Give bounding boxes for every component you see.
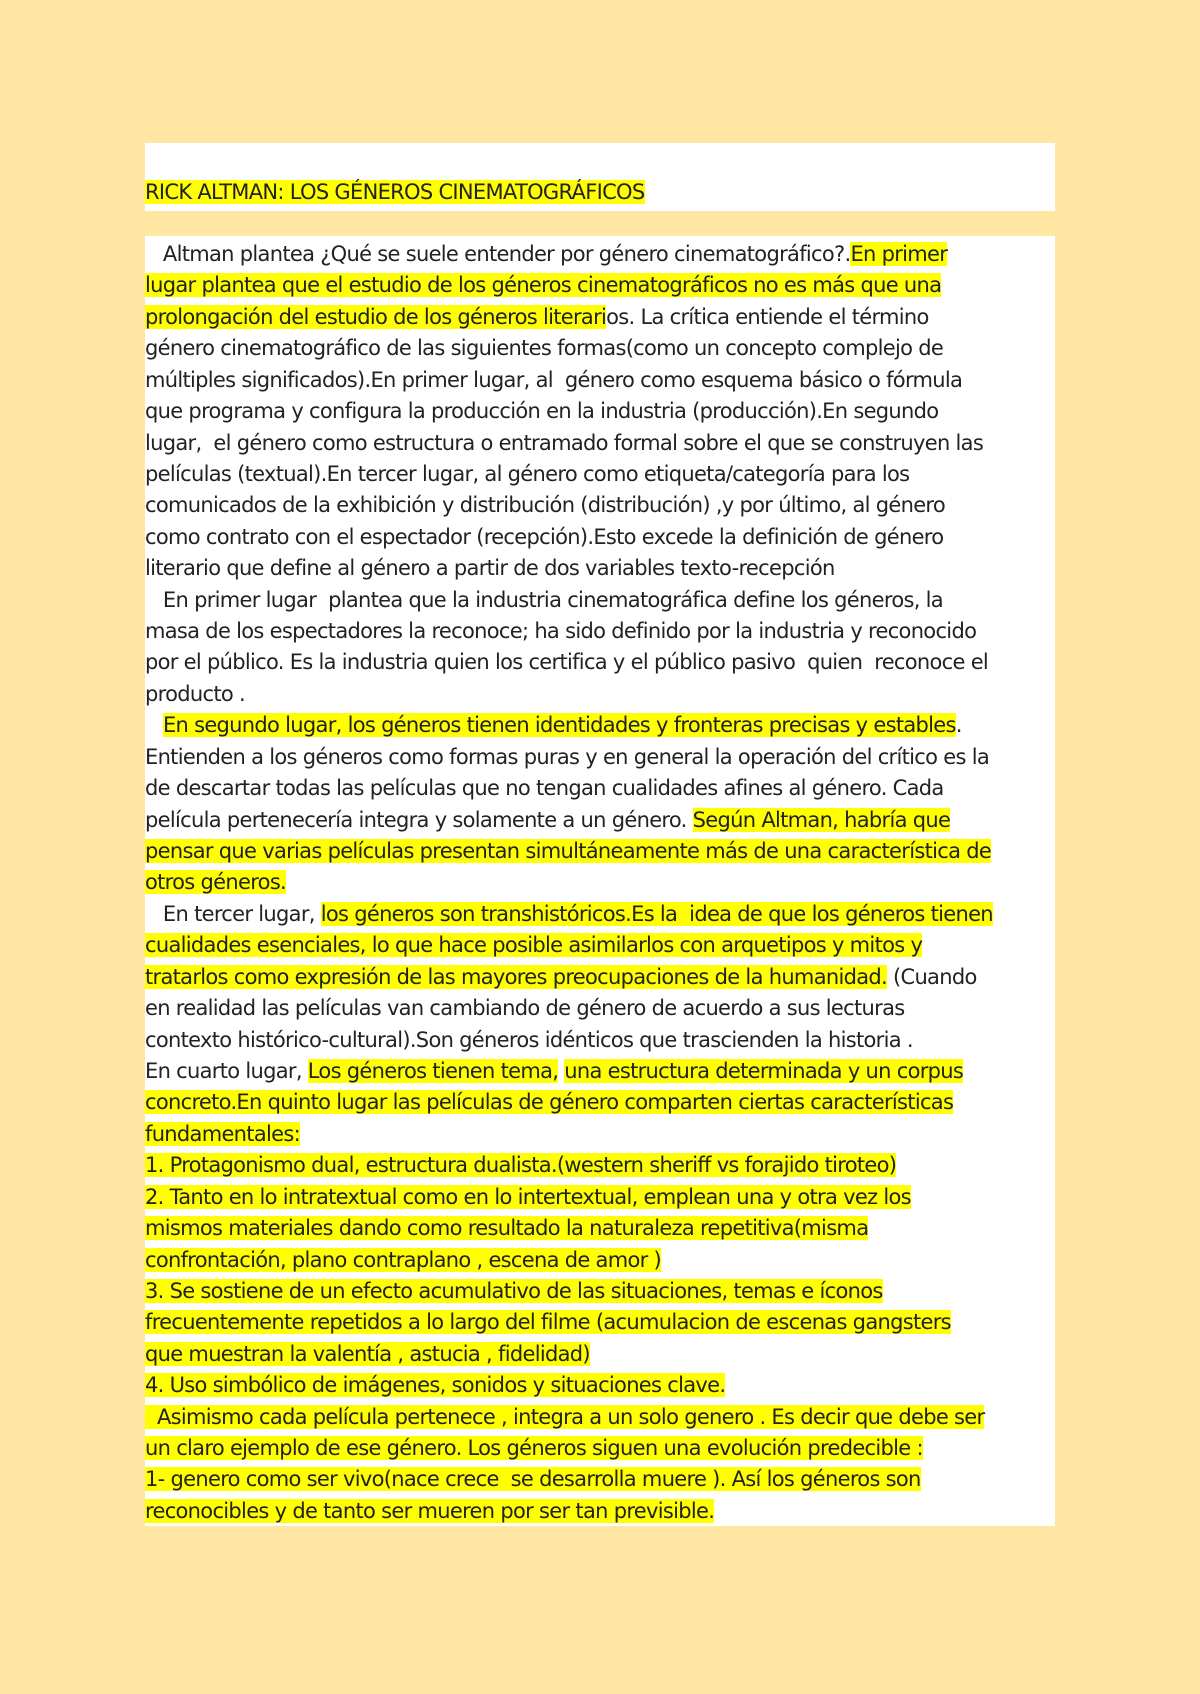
highlighted-text: 3. Se sostiene de un efecto acumulativo de las situaciones, temas e íconos <box>145 1278 883 1303</box>
highlighted-text: otros géneros. <box>145 870 287 895</box>
text-line <box>145 522 1055 553</box>
text-line <box>145 930 1055 961</box>
text-line <box>145 396 1055 427</box>
highlighted-text: pensar que varias películas presentan simultáneamente más de una característica de <box>145 839 992 864</box>
text-line <box>145 490 1055 521</box>
body-text-block <box>145 236 1055 1526</box>
highlighted-text: un claro ejemplo de ese género. Los géneros siguen una evolución predecible : <box>145 1436 923 1461</box>
text-line <box>145 742 1055 773</box>
text-line <box>145 333 1055 364</box>
text-line <box>145 270 1055 301</box>
highlighted-text: Los géneros tienen tema, <box>307 1058 559 1083</box>
text-line <box>145 553 1055 584</box>
text-segment: comunicados de la exhibición y distribución (distribución) ,y por último, al género <box>145 493 946 518</box>
text-segment: os. La crítica entiende el término <box>606 304 929 329</box>
text-line <box>145 962 1055 993</box>
text-line <box>145 616 1055 647</box>
text-line <box>145 585 1055 616</box>
text-line <box>145 428 1055 459</box>
highlighted-text: una estructura determinada y un corpus <box>564 1058 964 1083</box>
text-line <box>145 1182 1055 1213</box>
text-segment: lugar, el género como estructura o entramado formal sobre el que se construyen las <box>145 430 984 455</box>
text-line <box>145 1307 1055 1338</box>
text-line <box>145 773 1055 804</box>
highlighted-text: prolongación del estudio de los géneros literari <box>145 304 607 329</box>
highlighted-text: 2. Tanto en lo intratextual como en lo intertextual, emplean una y otra vez los <box>145 1184 911 1209</box>
text-line <box>145 993 1055 1024</box>
text-line <box>145 805 1055 836</box>
text-line <box>145 1213 1055 1244</box>
text-segment: producto . <box>145 681 245 706</box>
text-line <box>145 679 1055 710</box>
highlighted-text: fundamentales: <box>145 1121 300 1146</box>
highlighted-text: frecuentemente repetidos a lo largo del filme (acumulacion de escenas gangsters <box>145 1310 951 1335</box>
text-line <box>145 647 1055 678</box>
text-segment: . <box>955 713 962 738</box>
text-line <box>145 365 1055 396</box>
text-segment: por el público. Es la industria quien los certifica y el público pasivo quien reconoce el <box>145 650 989 675</box>
text-segment: literario que define al género a partir de dos variables texto-recepción <box>145 556 835 581</box>
text-line <box>145 1025 1055 1056</box>
highlighted-text: lugar plantea que el estudio de los géneros cinematográficos no es más que una <box>145 273 942 298</box>
text-segment: contexto histórico-cultural).Son géneros idénticos que trascienden la historia . <box>145 1027 913 1052</box>
highlighted-text: cualidades esenciales, lo que hace posible asimilarlos con arquetipos y mitos y <box>145 933 923 958</box>
text-segment: En primer lugar plantea que la industria cinematográfica define los géneros, la <box>145 587 943 612</box>
highlighted-text: Según Altman, habría que <box>692 807 951 832</box>
highlighted-text: los géneros son transhistóricos.Es la idea de que los géneros tienen <box>320 901 993 926</box>
text-line <box>145 302 1055 333</box>
text-segment: género cinematográfico de las siguientes formas(como un concepto complejo de <box>145 336 944 361</box>
text-segment <box>145 713 163 737</box>
paragraph-lines <box>145 239 1055 1527</box>
text-line <box>145 867 1055 898</box>
text-line <box>145 1339 1055 1370</box>
highlighted-text: 4. Uso simbólico de imágenes, sonidos y situaciones clave. <box>145 1373 726 1398</box>
highlighted-text: En segundo lugar, los géneros tienen identidades y fronteras precisas y estables <box>162 713 956 738</box>
text-segment: múltiples significados).En primer lugar, al género como esquema básico o fórmula <box>145 367 963 392</box>
text-line <box>145 1402 1055 1433</box>
text-line <box>145 1433 1055 1464</box>
text-segment: (Cuando <box>887 964 977 989</box>
text-segment: masa de los espectadores la reconoce; ha sido definido por la industria y reconocido <box>145 619 977 644</box>
highlighted-text: confrontación, plano contraplano , escena de amor ) <box>145 1247 662 1272</box>
text-segment: como contrato con el espectador (recepción).Esto excede la definición de género <box>145 524 944 549</box>
text-line <box>145 1276 1055 1307</box>
text-line <box>145 1056 1055 1087</box>
text-segment: Altman plantea ¿Qué se suele entender por género cinematográfico?. <box>145 242 851 266</box>
text-line <box>145 899 1055 930</box>
highlighted-text: tratarlos como expresión de las mayores preocupaciones de la humanidad. <box>145 964 888 989</box>
text-segment: En cuarto lugar, <box>145 1058 308 1083</box>
text-segment: En tercer lugar, <box>145 901 321 926</box>
text-line <box>145 710 1055 741</box>
text-line <box>145 239 1055 270</box>
highlighted-text: En primer <box>850 242 948 266</box>
title-highlight: RICK ALTMAN: LOS GÉNEROS CINEMATOGRÁFICOS <box>145 180 645 204</box>
title-block <box>145 143 1055 211</box>
highlighted-text: concreto.En quinto lugar las películas de género comparten ciertas características <box>145 1090 954 1115</box>
text-segment: películas (textual).En tercer lugar, al género como etiqueta/categoría para los <box>145 461 910 486</box>
text-segment: de descartar todas las películas que no tengan cualidades afines al género. Cada <box>145 776 944 801</box>
text-segment: en realidad las películas van cambiando de género de acuerdo a sus lecturas <box>145 996 905 1021</box>
text-line <box>145 1245 1055 1276</box>
text-line <box>145 1496 1055 1527</box>
text-segment: Entienden a los géneros como formas puras y en general la operación del crítico es la <box>145 744 989 769</box>
text-line <box>145 1370 1055 1401</box>
highlighted-text: reconocibles y de tanto ser mueren por ser tan previsible. <box>145 1498 715 1523</box>
highlighted-text: Asimismo cada película pertenece , integra a un solo genero . Es decir que debe ser <box>145 1404 985 1429</box>
text-segment: que programa y configura la producción en la industria (producción).En segundo <box>145 399 939 424</box>
text-line <box>145 1464 1055 1495</box>
highlighted-text: mismos materiales dando como resultado la naturaleza repetitiva(misma <box>145 1216 869 1241</box>
highlighted-text: 1- genero como ser vivo(nace crece se desarrolla muere ). Así los géneros son <box>145 1467 921 1492</box>
text-line <box>145 1119 1055 1150</box>
text-line <box>145 1087 1055 1118</box>
text-segment: película pertenecería integra y solamente a un género. <box>145 807 693 832</box>
highlighted-text: 1. Protagonismo dual, estructura dualista.(western sheriff vs forajido tiroteo) <box>145 1153 897 1178</box>
text-line <box>145 836 1055 867</box>
text-line <box>145 1150 1055 1181</box>
text-line <box>145 459 1055 490</box>
highlighted-text: que muestran la valentía , astucia , fidelidad) <box>145 1341 590 1366</box>
document-title <box>145 177 645 208</box>
